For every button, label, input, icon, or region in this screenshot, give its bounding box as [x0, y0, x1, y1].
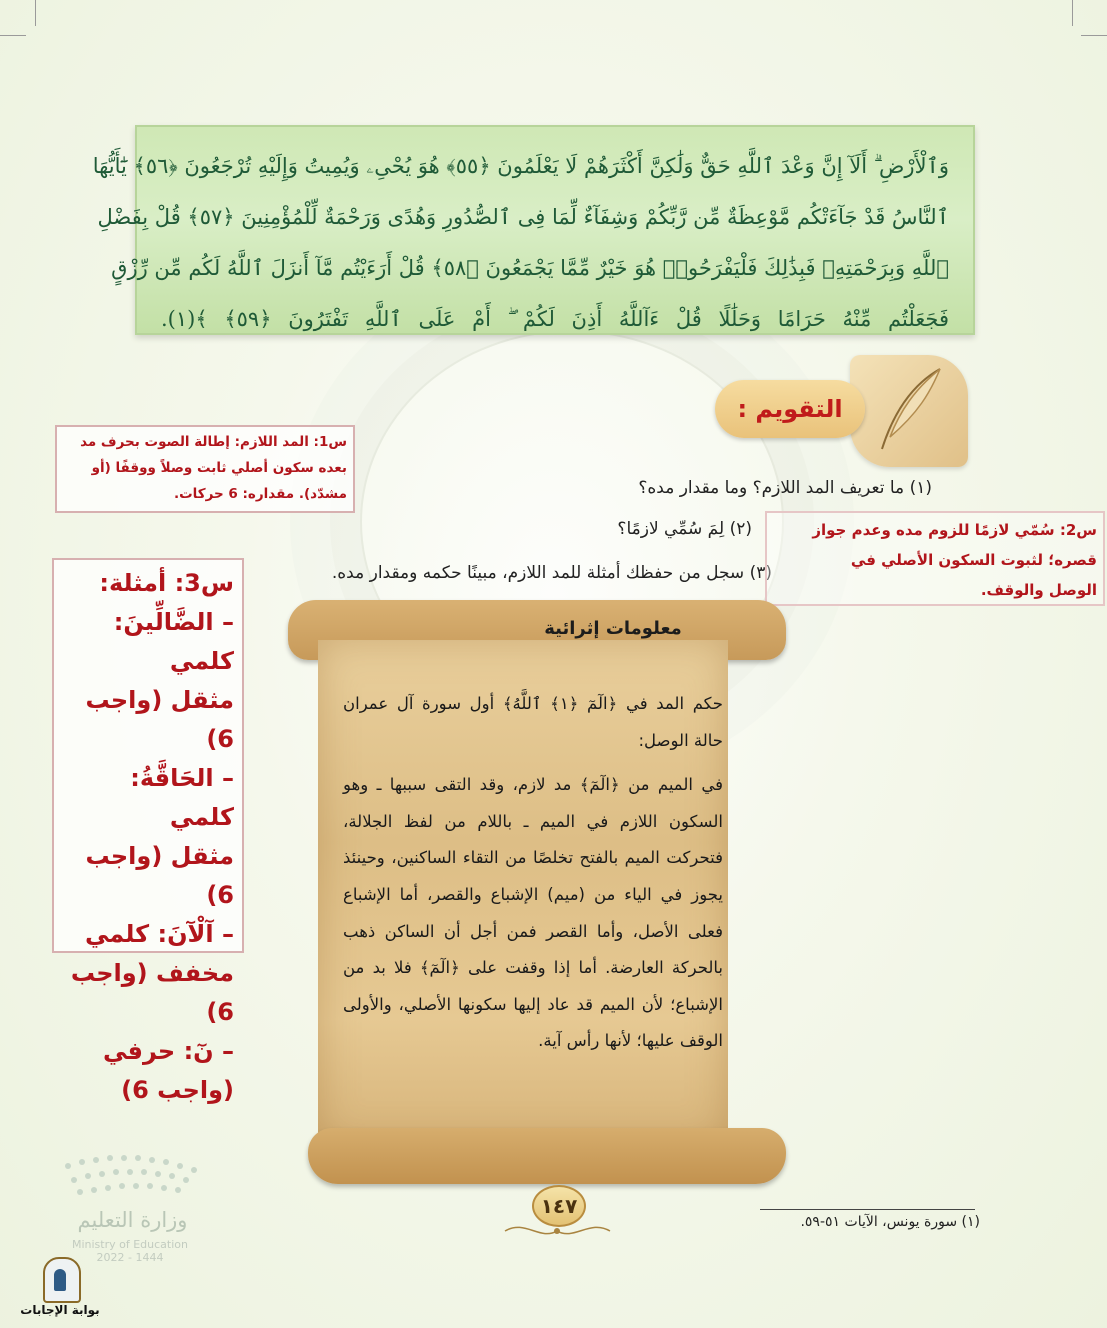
ministry-logo: [55, 1150, 205, 1264]
scroll-bottom-roll: [308, 1128, 786, 1184]
question-2: (٢) لِمَ سُمِّي لازمًا؟: [617, 519, 752, 539]
ministry-arabic-name: وزارة التعليم: [77, 1208, 188, 1232]
footnote-rule: [760, 1209, 975, 1210]
note-line: قصره؛ لثبوت السكون الأصلي في: [850, 551, 1097, 569]
note-line: س3: أمثلة:: [99, 569, 234, 597]
ministry-english: Ministry of Education: [71, 1238, 188, 1251]
scroll-paragraph: حكم المد في ﴿الٓمٓ ﴿١﴾ ٱللَّهُ﴾ أول سورة آل عمران حالة الوصل:: [343, 694, 723, 750]
note-line: س1: المد اللازم: إطالة الصوت بحرف مد: [80, 434, 347, 450]
quran-line: ٱللَّهِ وَبِرَحْمَتِهِۦ فَبِذَٰلِكَ فَلْيَفْرَحُوا۟ هُوَ خَيْرٌ مِّمَّا يَجْمَعُونَ ﴿٥٨﴾ قُلْ أَرَءَيْتُم مَّآ أَنزَلَ ٱللَّهُ لَكُم مِّن رِّزْقٍ: [111, 256, 949, 280]
page-number: ١٤٧: [540, 1194, 578, 1218]
answers-portal-logo[interactable]: [5, 1255, 115, 1325]
portal-label: بوابة الإجابات: [20, 1303, 100, 1317]
crop-mark: [1072, 0, 1073, 26]
scroll-text: [343, 686, 723, 1060]
crop-mark: [0, 35, 26, 36]
enrichment-scroll: [288, 600, 786, 1185]
note-line: الوصل والوقف.: [980, 581, 1097, 599]
note-line: (واجب 6): [121, 1076, 234, 1104]
ministry-year: 2022 - 1444: [96, 1251, 164, 1264]
question-1: (١) ما تعريف المد اللازم؟ وما مقدار مده؟: [638, 478, 932, 498]
quran-line: فَجَعَلْتُم مِّنْهُ حَرَامًا وَحَلَٰلًا قُلْ ءَآللَّهُ أَذِنَ لَكُمْ ۖ أَمْ عَلَى ٱللَّهِ تَفْتَرُونَ ﴿٥٩﴾ ﴾(١).: [161, 307, 949, 331]
note-line: مثقل (واجب 6): [85, 686, 234, 753]
note-line: س2: سُمّي لازمًا للزوم مده وعدم جواز: [812, 521, 1097, 539]
quran-line: وَٱلْأَرْضِ ۗ أَلَآ إِنَّ وَعْدَ ٱللَّهِ حَقٌّ وَلَٰكِنَّ أَكْثَرَهُمْ لَا يَعْلَمُونَ ﴿٥٥﴾ هُوَ يُحْىِۦ وَيُمِيتُ وَإِلَيْهِ تُرْجَعُونَ ﴿٥٦﴾ يَٰٓأَيُّهَا: [92, 154, 949, 178]
crop-mark: [1081, 35, 1107, 36]
quran-verses-box: [92, 125, 975, 335]
note-line: – نٓ: حرفي: [102, 1037, 234, 1065]
portal-lantern-icon: [43, 1257, 81, 1303]
crop-mark: [35, 0, 36, 26]
footnote: (١) سورة يونس، الآيات ٥١-٥٩.: [800, 1214, 980, 1230]
note-line: – الضَّالِّينَ: كلمي: [113, 608, 234, 675]
note-line: مثقل (واجب 6): [85, 842, 234, 909]
note-line: – الحَاقَّةُ: كلمي: [130, 764, 234, 831]
note-line: – آلْآنَ: كلمي: [84, 920, 234, 948]
answer-note-2: [765, 511, 1105, 606]
page-number-ornament: [500, 1185, 615, 1245]
evaluation-badge: [715, 380, 865, 438]
scroll-title: معلومات إثرائية: [544, 618, 682, 639]
flourish-icon: [500, 1219, 615, 1243]
question-3: (٣) سجل من حفظك أمثلة للمد اللازم، مبينًا حكمه ومقدار مده.: [331, 563, 772, 583]
scroll-paragraph: في الميم من ﴿الٓمٓ﴾ مد لازم، وقد التقى سببها ـ وهو السكون اللازم في الميم ـ باللام من لفظ الجلالة، فتحركت الميم بالفتح تخلصًا من التقاء الساكنين، وحينئذ يجوز في الياء من (ميم) الإشباع والقصر، أما الإشباع فعلى الأصل، وأما القصر فمن أجل أن الساكن ذهب بالحركة العارضة. أما إذا وقفت على ﴿الٓمٓ﴾ فلا بد من الإشباع؛ لأن الميم قد عاد إليها سكونها الأصلي، والأولى الوقف عليها؛ لأنها رأس آية.: [343, 775, 723, 1051]
note-line: بعده سكون أصلي ثابت وصلاً ووقفًا (أو: [91, 460, 347, 476]
answer-note-3: [52, 558, 244, 1104]
ministry-dots-icon: [65, 1155, 200, 1195]
quran-line: ٱلنَّاسُ قَدْ جَآءَتْكُم مَّوْعِظَةٌ مِّن رَّبِّكُمْ وَشِفَآءٌ لِّمَا فِى ٱلصُّدُورِ وَهُدًى وَرَحْمَةٌ لِّلْمُؤْمِنِينَ ﴿٥٧﴾ قُلْ بِفَضْلِ: [97, 205, 949, 229]
quill-icon: [850, 355, 968, 467]
note-line: مشدّد). مقداره: 6 حركات.: [173, 486, 347, 502]
answer-note-1: [55, 425, 355, 513]
evaluation-title: التقويم :: [737, 395, 843, 423]
note-line: مخفف (واجب 6): [70, 959, 234, 1026]
